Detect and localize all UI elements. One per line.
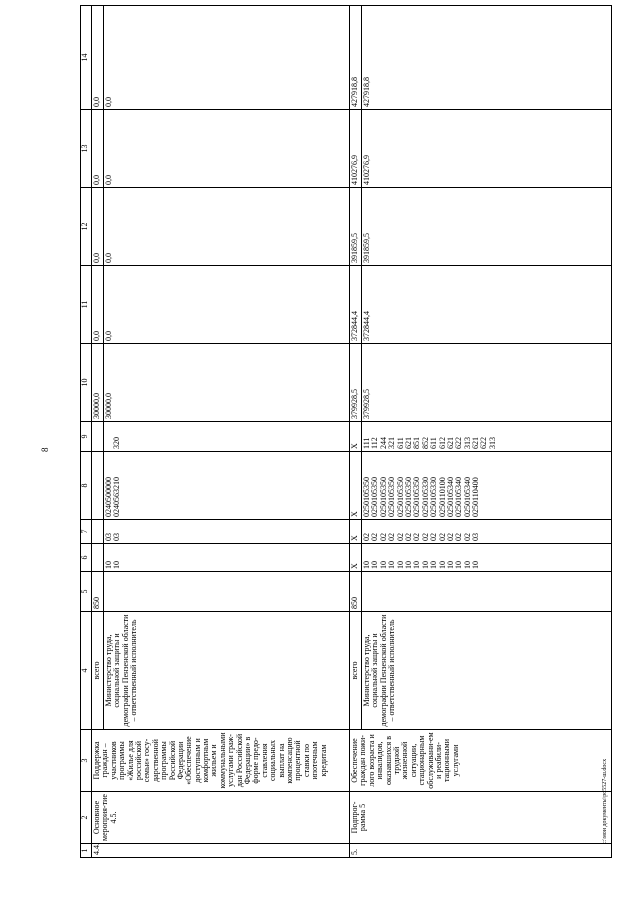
cell-line: 622 — [454, 437, 464, 449]
cell-line: 10 — [378, 561, 388, 569]
cell-line: 621 — [403, 437, 413, 449]
header-cell: 14 — [81, 6, 92, 110]
cell-line: 0250105350 — [378, 477, 388, 517]
table-cell: X — [350, 520, 362, 544]
table-row — [92, 6, 104, 858]
table-cell: 0,0 — [104, 6, 350, 110]
table-cell: Обеспечение граждан пожи-лого возраста и инвалидов, оказавшихся в трудной жизненной ситуации, стационарным обслуживани-ем и реабили-тационными услугами — [350, 730, 612, 792]
cell-line: 612 — [437, 437, 447, 449]
cell-line: 622 — [479, 437, 489, 449]
cell-line: 10 — [370, 561, 380, 569]
cell-line: 02 — [429, 533, 439, 541]
table-cell — [104, 520, 350, 544]
cell-line: 10 — [429, 561, 439, 569]
table-cell — [362, 452, 612, 520]
cell-line: 02 — [370, 533, 380, 541]
table-cell: 30000,0 — [92, 344, 104, 422]
cell-line: 10 — [362, 561, 371, 569]
header-cell: 5 — [81, 572, 92, 612]
table-cell — [92, 422, 104, 452]
table-cell: 0,0 — [92, 6, 104, 110]
table-cell — [362, 572, 612, 612]
table-cell: 0,0 — [92, 188, 104, 266]
cell-line: 10 — [395, 561, 405, 569]
cell-line: 02 — [420, 533, 430, 541]
header-cell: 2 — [81, 792, 92, 844]
table-row — [350, 6, 362, 858]
table-cell: 427918,8 — [350, 6, 362, 110]
table-body — [92, 6, 612, 858]
cell-line: 02 — [387, 533, 397, 541]
cell-line: 02 — [462, 533, 472, 541]
table-cell: Основное мероприя-тие 4.5. — [92, 792, 350, 844]
table-cell: 372844,4 — [350, 266, 362, 344]
cell-line: 313 — [487, 437, 497, 449]
cell-line: 02 — [362, 533, 371, 541]
cell-line: 0250105330 — [420, 477, 430, 517]
cell-line: 10 — [471, 561, 481, 569]
cell-line: 851 — [412, 437, 422, 449]
table-cell — [362, 520, 612, 544]
budget-table — [80, 5, 612, 858]
header-cell: 3 — [81, 730, 92, 792]
cell-line: 0240500000 — [104, 477, 113, 517]
cell-line: 02 — [454, 533, 464, 541]
cell-line: 10 — [412, 561, 422, 569]
table-cell: 0,0 — [104, 188, 350, 266]
cell-line: 112 — [370, 437, 380, 449]
cell-line: 10 — [387, 561, 397, 569]
cell-line: 611 — [429, 437, 439, 449]
table-cell: 391859,5 — [350, 188, 362, 266]
table-cell: 5. — [350, 844, 612, 858]
cell-line: 10 — [437, 561, 447, 569]
table-cell — [92, 452, 104, 520]
header-row — [81, 6, 92, 858]
footer-path: c:\мои документы\pd5527-ш.docx — [602, 758, 608, 844]
cell-line: 10 — [104, 561, 113, 569]
cell-line: 0250105350 — [387, 477, 397, 517]
cell-line: 0250110100 — [437, 477, 447, 517]
cell-line: 10 — [454, 561, 464, 569]
table-cell: 0,0 — [92, 110, 104, 188]
table-cell: X — [350, 422, 362, 452]
cell-line: 244 — [378, 437, 388, 449]
cell-line: 313 — [462, 437, 472, 449]
cell-line: 10 — [462, 561, 472, 569]
header-cell: 1 — [81, 844, 92, 858]
table-cell: 372844,4 — [362, 266, 612, 344]
cell-line: 10 — [112, 561, 122, 569]
cell-line: 0250105350 — [412, 477, 422, 517]
cell-line: 03 — [104, 533, 113, 541]
cell-line: 611 — [395, 437, 405, 449]
cell-line: 02 — [378, 533, 388, 541]
table-cell: X — [350, 452, 362, 520]
cell-line: 852 — [420, 437, 430, 449]
table-cell: Министерство труда, социальной защиты и демографии Пензенской области – ответственный исполнитель — [104, 612, 350, 730]
cell-line: 10 — [403, 561, 413, 569]
header-cell: 11 — [81, 266, 92, 344]
table-cell: 0,0 — [104, 266, 350, 344]
table-cell — [362, 422, 612, 452]
table-cell: 4.4. — [92, 844, 350, 858]
table-cell: 0,0 — [92, 266, 104, 344]
cell-line: 10 — [445, 561, 455, 569]
header-cell: 9 — [81, 422, 92, 452]
cell-line: 0250105350 — [395, 477, 405, 517]
table-cell — [92, 544, 104, 572]
cell-line: 03 — [112, 533, 122, 541]
table-cell: 850 — [350, 572, 362, 612]
table-cell: 30000,0 — [104, 344, 350, 422]
table-cell: Поддержка граждан – участников программы «Жилье для российской семьи» госу-дарственной программы Российской Федерации «Обеспечение доступным и комфортным жильем и коммунальными услугами граж-дан Российской Федерации» в форме предо-ставления социальных выплат на компенсацию процентной ставки по ипотечным кредитам — [92, 730, 350, 792]
table-cell: Подпрог-рамма 5 — [350, 792, 612, 844]
table-cell: 427918,8 — [362, 6, 612, 110]
table-cell: 379928,5 — [350, 344, 362, 422]
cell-line: 321 — [387, 437, 397, 449]
table-cell: всего — [350, 612, 362, 730]
cell-line: 0250105340 — [462, 477, 472, 517]
cell-line: 0240563210 — [112, 477, 122, 517]
cell-line: 0250105330 — [429, 477, 439, 517]
header-cell: 10 — [81, 344, 92, 422]
cell-line: 0250105350 — [403, 477, 413, 517]
cell-line: 10 — [420, 561, 430, 569]
table-cell — [104, 544, 350, 572]
table-cell — [104, 422, 350, 452]
cell-line: 02 — [412, 533, 422, 541]
header-cell: 4 — [81, 612, 92, 730]
cell-line: 02 — [395, 533, 405, 541]
cell-line: 621 — [445, 437, 455, 449]
table-cell: всего — [92, 612, 104, 730]
table-cell: 391859,5 — [362, 188, 612, 266]
cell-line: 0250105350 — [362, 477, 371, 517]
table-cell: 410276,9 — [350, 110, 362, 188]
cell-line: 0250110400 — [471, 477, 481, 517]
table-cell — [104, 452, 350, 520]
table-cell: X — [350, 544, 362, 572]
cell-line: 0250105340 — [454, 477, 464, 517]
cell-line: 621 — [471, 437, 481, 449]
header-cell: 6 — [81, 544, 92, 572]
cell-line: 111 — [362, 437, 371, 449]
rotated-page — [80, 20, 610, 858]
table-cell: 379928,5 — [362, 344, 612, 422]
table-cell: Министерство труда, социальной защиты и демографии Пензенской области – ответственный исполнитель — [362, 612, 612, 730]
table-cell — [92, 520, 104, 544]
cell-line: 320 — [112, 437, 122, 449]
table-cell: 410276,9 — [362, 110, 612, 188]
cell-line: 0250105340 — [445, 477, 455, 517]
cell-line: 0250105350 — [370, 477, 380, 517]
cell-line: 02 — [437, 533, 447, 541]
header-cell: 8 — [81, 452, 92, 520]
cell-line: 03 — [471, 533, 481, 541]
cell-line: 02 — [445, 533, 455, 541]
table-cell: 850 — [92, 572, 104, 612]
table-cell — [362, 544, 612, 572]
header-cell: 12 — [81, 188, 92, 266]
table-cell — [104, 572, 350, 612]
header-cell: 7 — [81, 520, 92, 544]
table-cell: 0,0 — [104, 110, 350, 188]
cell-line: 02 — [403, 533, 413, 541]
header-cell: 13 — [81, 110, 92, 188]
page-number: 8 — [40, 447, 50, 452]
